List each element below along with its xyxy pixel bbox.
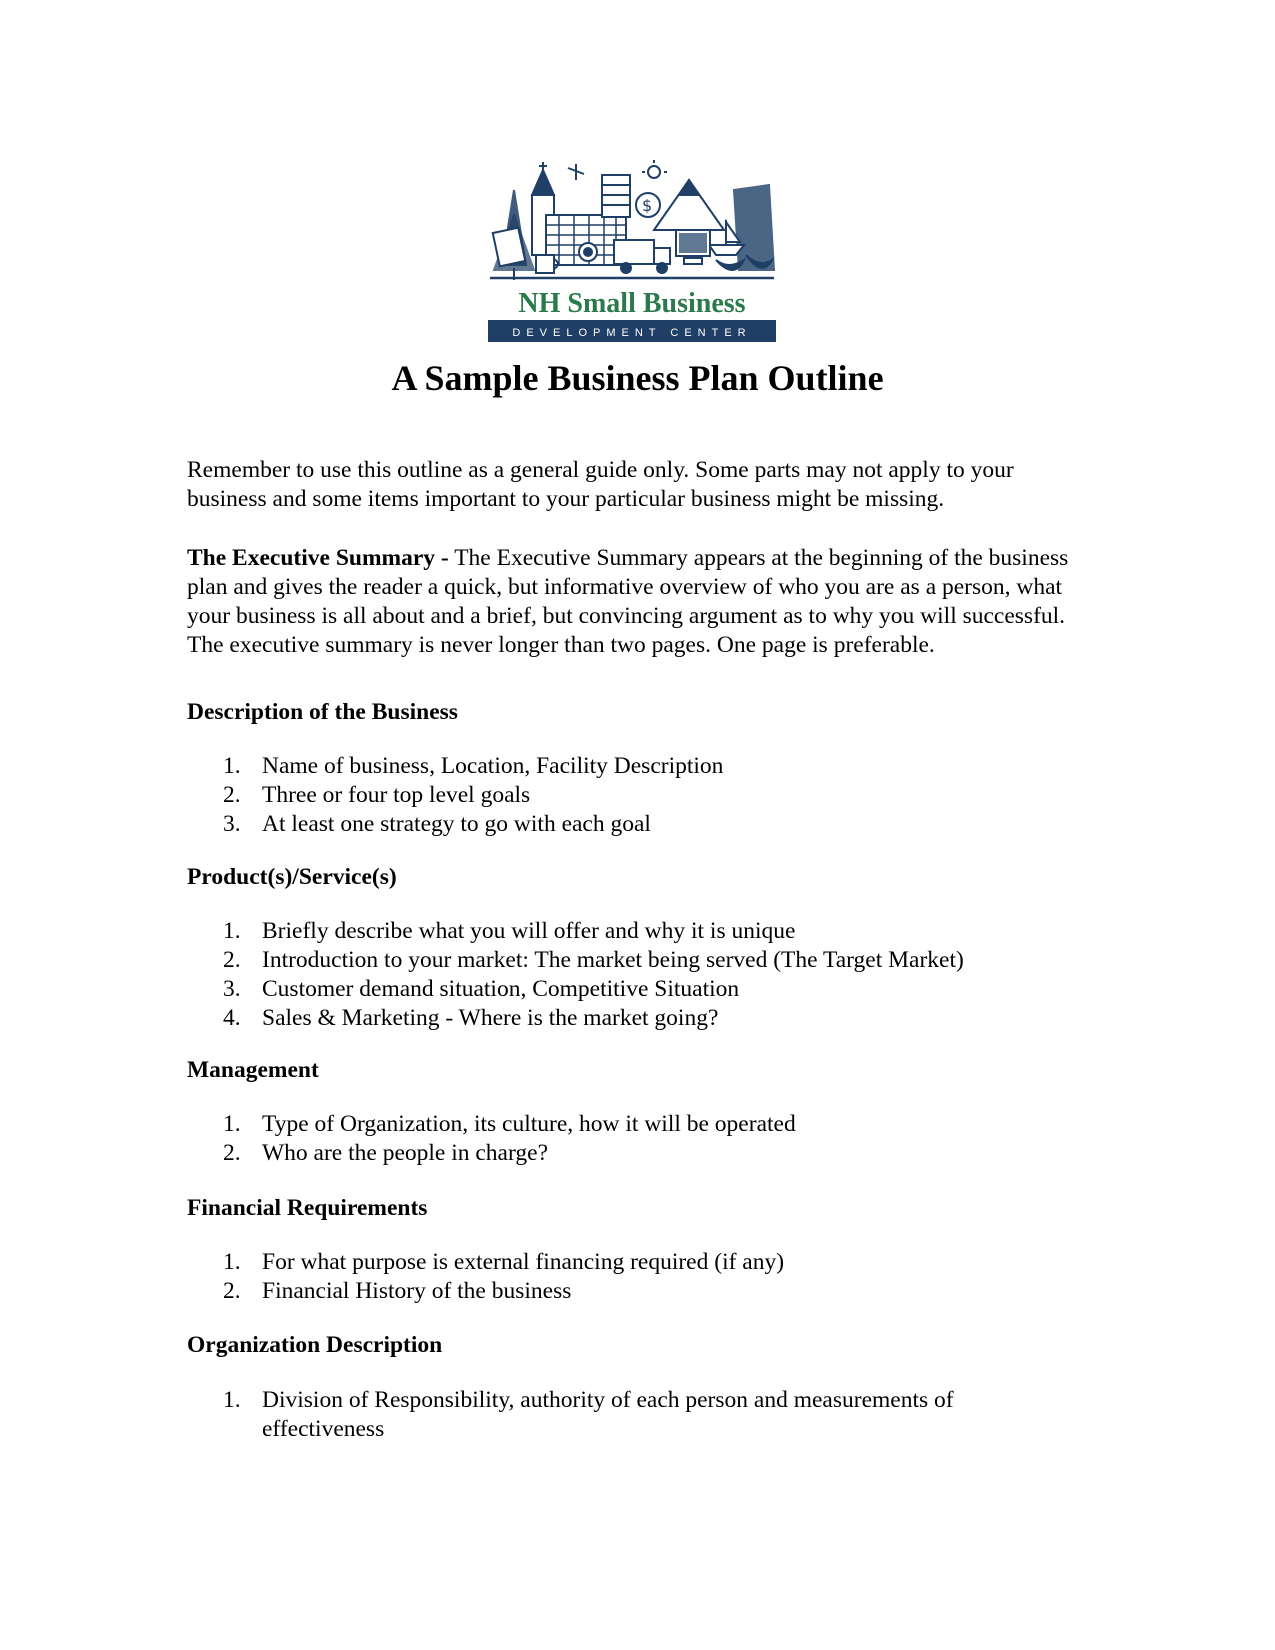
page-title: A Sample Business Plan Outline: [391, 358, 884, 398]
list-item-text: Briefly describe what you will offer and why it is unique: [262, 918, 796, 944]
list-item: [187, 752, 1087, 781]
list-item-text: Customer demand situation, Competitive Situation: [262, 976, 740, 1002]
list-item-number: 2.: [223, 782, 241, 808]
list-item: [187, 917, 1087, 946]
list-item-number: 2.: [223, 947, 241, 973]
list-item: [187, 1248, 1087, 1277]
section-heading-products: Product(s)/Service(s): [187, 864, 397, 890]
list-item-number: 2.: [223, 1140, 241, 1166]
organization-list: [187, 1386, 1007, 1444]
list-item: [187, 1386, 1007, 1444]
list-item-number: 2.: [223, 1278, 241, 1304]
logo-subtitle: DEVELOPMENT CENTER: [512, 327, 752, 339]
list-item: [187, 1139, 1087, 1168]
intro-paragraph: Remember to use this outline as a general guide only. Some parts may not apply to your business and some items important to your particular business might be missing.: [187, 457, 1014, 512]
list-item-number: 1.: [223, 1387, 241, 1413]
logo-wordmark: NH Small Business: [518, 288, 746, 319]
list-item-number: 4.: [223, 1005, 241, 1031]
list-item-number: 1.: [223, 753, 241, 779]
list-item: [187, 1004, 1087, 1033]
list-item-text: Who are the people in charge?: [262, 1140, 548, 1166]
list-item: [187, 810, 1087, 839]
list-item: [187, 781, 1087, 810]
executive-summary-label: The Executive Summary -: [187, 545, 449, 571]
list-item: [187, 1277, 1087, 1306]
financial-list: [187, 1248, 1087, 1306]
list-item-text: Three or four top level goals: [262, 782, 531, 808]
list-item-text: At least one strategy to go with each goal: [262, 811, 651, 837]
list-item: [187, 975, 1087, 1004]
list-item-text: Division of Responsibility, authority of each person and measurements of effectiveness: [262, 1387, 954, 1442]
section-heading-financial: Financial Requirements: [187, 1195, 428, 1221]
list-item-text: Sales & Marketing - Where is the market going?: [262, 1005, 719, 1031]
description-list: [187, 752, 1087, 839]
products-list: [187, 917, 1087, 1033]
executive-summary-text: The Executive Summary appears at the beginning of the business plan and gives the reader a quick, but informative overview of who you are as a person, what your business is all about and a brief, but convincing argument as to why you will successful. The executive summary is never longer than two pages. One page is preferable.: [187, 545, 1069, 658]
list-item-number: 3.: [223, 976, 241, 1002]
executive-summary-paragraph: [187, 544, 1087, 660]
list-item-text: For what purpose is external financing required (if any): [262, 1249, 785, 1275]
list-item-text: Introduction to your market: The market being served (The Target Market): [262, 947, 964, 973]
list-item-number: 1.: [223, 918, 241, 944]
list-item-number: 1.: [223, 1249, 241, 1275]
list-item: [187, 946, 1087, 975]
section-heading-description: Description of the Business: [187, 699, 458, 725]
list-item-text: Name of business, Location, Facility Description: [262, 753, 724, 779]
nh-sbdc-logo: [484, 160, 780, 360]
list-item-number: 1.: [223, 1111, 241, 1137]
logo-illustration-icon: [484, 160, 780, 345]
management-list: [187, 1110, 1087, 1168]
section-heading-management: Management: [187, 1057, 319, 1083]
section-heading-organization: Organization Description: [187, 1332, 443, 1358]
list-item-text: Financial History of the business: [262, 1278, 572, 1304]
list-item-number: 3.: [223, 811, 241, 837]
list-item-text: Type of Organization, its culture, how it will be operated: [262, 1111, 796, 1137]
list-item: [187, 1110, 1087, 1139]
svg-text:$: $: [642, 196, 653, 215]
